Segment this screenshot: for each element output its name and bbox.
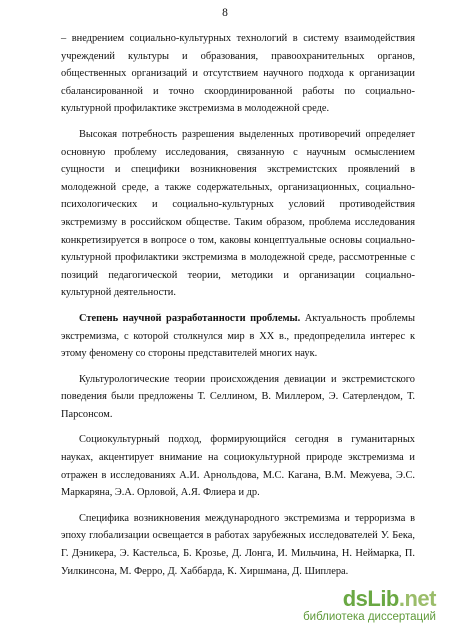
paragraph-text: Социокультурный подход, формирующийся сегодня в гуманитарных науках, акцентирует внимание на социокультурной природе экстремизма и отражен в исследованиях А.И. Арнольдова, М.С. Кагана, В.М. Межуева, Э.С. Маркаряна, Э.А. Орловой, А.Я. Флиера и др. (61, 434, 415, 499)
logo-brand: dsLib (342, 586, 399, 611)
paragraph-text: Культурологические теории происхождения девиации и экстремистского поведения были предложены Т. Селлином, В. Миллером, Э. Сатерлендом, Т. Парсонсом. (61, 373, 415, 420)
paragraph-heading: Степень научной разработанности проблемы. (79, 312, 301, 324)
document-body (61, 30, 415, 588)
paragraph-1 (61, 30, 415, 118)
paragraph-text: Специфика возникновения международного экстремизма и терроризма в эпоху глобализации освещается в работах зарубежных исследователей У. Бека, Г. Дэникера, Э. Кастельса, Б. Крозье, Д. Лонга, И. Мильчина, Н. Неймарка, П. Уилкинсона, М. Ферро, Д. Хаббарда, К. Хиршмана, Д. Шиплера. (61, 512, 415, 577)
paragraph-6 (61, 510, 415, 580)
page-number: 8 (222, 7, 228, 19)
paragraph-text: Высокая потребность разрешения выделенных противоречий определяет основную проблему исследования, связанную с научным осмыслением сущности и специфики возникновения экстремистских проявлений в молодежной среде, а также содержательных, организационных, социально-психологических и социально-культурных условий противодействия экстремизму в российском обществе. Таким образом, проблема исследования конкретизируется в вопросе о том, каковы концептуальные основы социально-культурной профилактики экстремизма в молодежной среде, рассмотренные с позиций педагогической теории, методики и организации социально-культурной деятельности. (61, 128, 415, 299)
logo-tld: .net (398, 586, 436, 611)
dslib-watermark (286, 588, 436, 624)
paragraph-text: Актуальность проблемы экстремизма, с которой столкнулся мир в XX в., предопределила интерес к этому феномену со стороны представителей многих наук. (61, 312, 415, 360)
dslib-logo (286, 588, 436, 610)
paragraph-4 (61, 371, 415, 424)
paragraph-2 (61, 126, 415, 302)
paragraph-5 (61, 431, 415, 501)
paragraph-3 (61, 310, 415, 363)
paragraph-text: – внедрением социально-культурных технологий в систему взаимодействия учреждений культуры и образования, правоохранительных органов, общественных организаций и отсутствием научного подхода к организации сбалансированной и точно скоординированной работы по социально-культурной профилактике экстремизма в молодежной среде. (61, 33, 415, 115)
watermark-subtitle: библиотека диссертаций (303, 611, 436, 623)
